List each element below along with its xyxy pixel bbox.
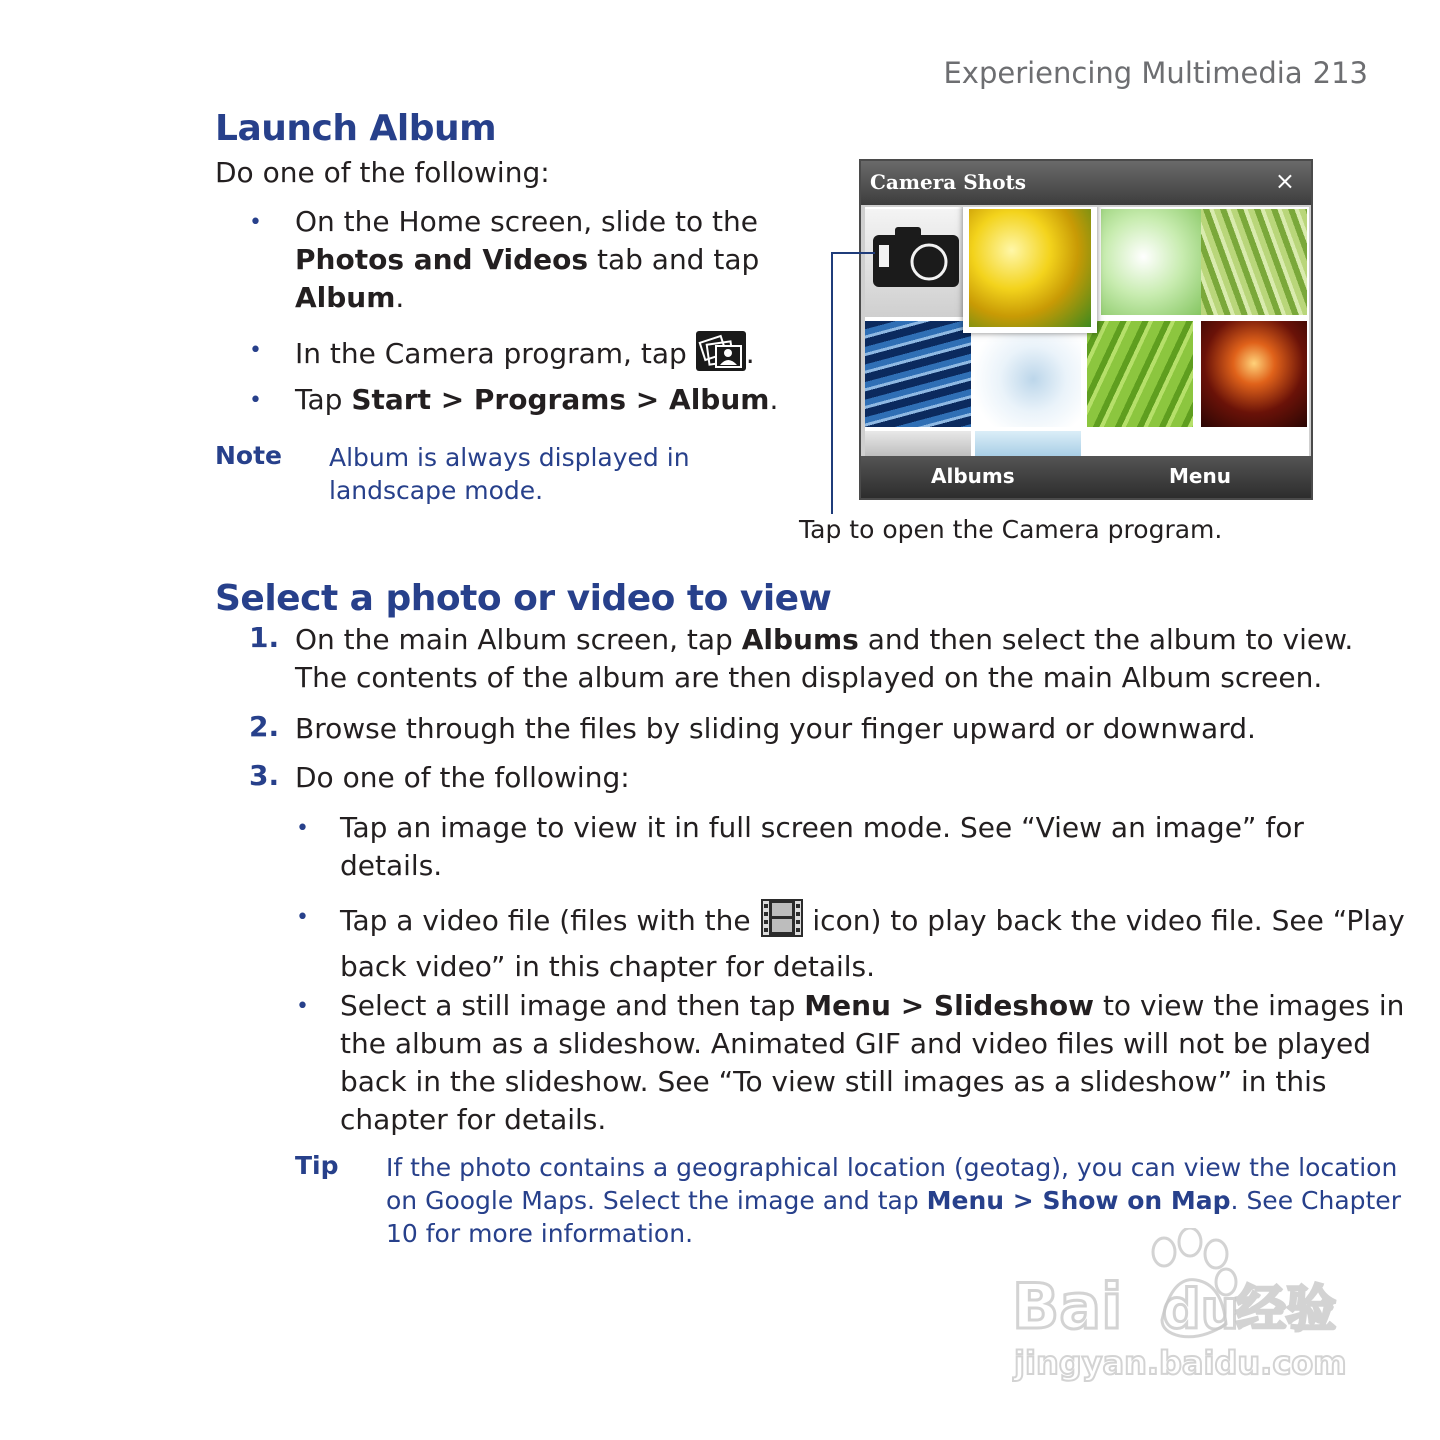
- launch-bullet-2: In the Camera program, tap .: [295, 331, 755, 381]
- camera-button[interactable]: [865, 209, 963, 317]
- baidu-watermark: [1012, 1228, 1352, 1392]
- svg-text:Bai: Bai: [1012, 1270, 1123, 1343]
- video-file-icon: [760, 898, 804, 948]
- note-label: Note: [215, 441, 283, 470]
- photo-thumbnail[interactable]: [1201, 209, 1307, 315]
- bullet-icon: •: [249, 210, 262, 235]
- selected-photo-thumbnail[interactable]: [963, 207, 1097, 333]
- album-icon[interactable]: [696, 331, 746, 381]
- photo-thumbnail[interactable]: [1087, 321, 1193, 427]
- close-icon[interactable]: ×: [1274, 167, 1295, 195]
- title-bar: [861, 161, 1311, 205]
- launch-bullet-3: Tap Start > Programs > Album.: [295, 383, 779, 416]
- section-title: Experiencing Multimedia: [943, 56, 1303, 90]
- sub-bullet-2: Tap a video file (files with the icon) to play back the video file. See “Play back video” in this chapter for details.: [340, 898, 1405, 986]
- note-text: Album is always displayed in landscape mode.: [329, 443, 690, 505]
- photo-thumbnail[interactable]: [975, 431, 1081, 457]
- step-number: 2.: [249, 710, 280, 743]
- sub-bullet-3: Select a still image and then tap Menu > Slideshow to view the images in the album as a slideshow. Animated GIF and video files will not be played back in the slideshow. See “To view still images as a slideshow” in this chapter for details.: [340, 989, 1405, 1136]
- camera-shots-screenshot: [859, 159, 1313, 500]
- select-photo-heading: Select a photo or video to view: [215, 578, 832, 619]
- callout-line: [831, 252, 875, 254]
- photo-thumbnail[interactable]: [1101, 209, 1207, 315]
- launch-intro: Do one of the following:: [215, 156, 550, 189]
- step-number: 3.: [249, 759, 280, 792]
- tip-label: Tip: [295, 1151, 339, 1180]
- sub-bullet-1: Tap an image to view it in full screen mode. See “View an image” for details.: [340, 811, 1304, 882]
- camera-icon: [865, 209, 963, 317]
- callout-caption: Tap to open the Camera program.: [799, 515, 1223, 544]
- launch-album-heading: Launch Album: [215, 108, 497, 149]
- thumbnail-grid: [865, 207, 1309, 457]
- page-number: 213: [1312, 56, 1368, 90]
- step-2: Browse through the files by sliding your finger upward or downward.: [295, 712, 1256, 745]
- running-header: [943, 56, 1368, 90]
- bullet-icon: •: [249, 388, 262, 413]
- bullet-icon: •: [296, 905, 309, 930]
- photo-thumbnail[interactable]: [1201, 321, 1307, 427]
- baidu-paw-logo-icon: [1012, 1228, 1352, 1388]
- photo-thumbnail[interactable]: [975, 321, 1081, 427]
- bullet-icon: •: [296, 816, 309, 841]
- svg-text:经验: 经验: [1236, 1280, 1336, 1338]
- callout-line: [831, 252, 833, 514]
- svg-text:jingyan.baidu.com: jingyan.baidu.com: [1014, 1344, 1347, 1382]
- screen-title: Camera Shots: [870, 170, 1027, 194]
- photo-thumbnail[interactable]: [865, 431, 971, 457]
- step-number: 1.: [249, 621, 280, 654]
- step-3: Do one of the following:: [295, 761, 630, 794]
- tip-text: If the photo contains a geographical location (geotag), you can view the location on Google Maps. Select the image and tap Menu > Show on Map. See Chapter 10 for more information.: [386, 1153, 1401, 1248]
- bullet-icon: •: [249, 338, 262, 363]
- softkey-bar: [861, 456, 1311, 498]
- step-1: On the main Album screen, tap Albums and then select the album to view. The contents of the album are then displayed on the main Album screen.: [295, 623, 1354, 694]
- bullet-icon: •: [296, 994, 309, 1019]
- albums-softkey[interactable]: Albums: [931, 464, 1015, 488]
- launch-bullet-1: On the Home screen, slide to the Photos and Videos tab and tap Album.: [295, 205, 760, 314]
- photo-thumbnail[interactable]: [865, 321, 971, 427]
- menu-softkey[interactable]: Menu: [1169, 464, 1231, 488]
- svg-text:du: du: [1162, 1278, 1240, 1341]
